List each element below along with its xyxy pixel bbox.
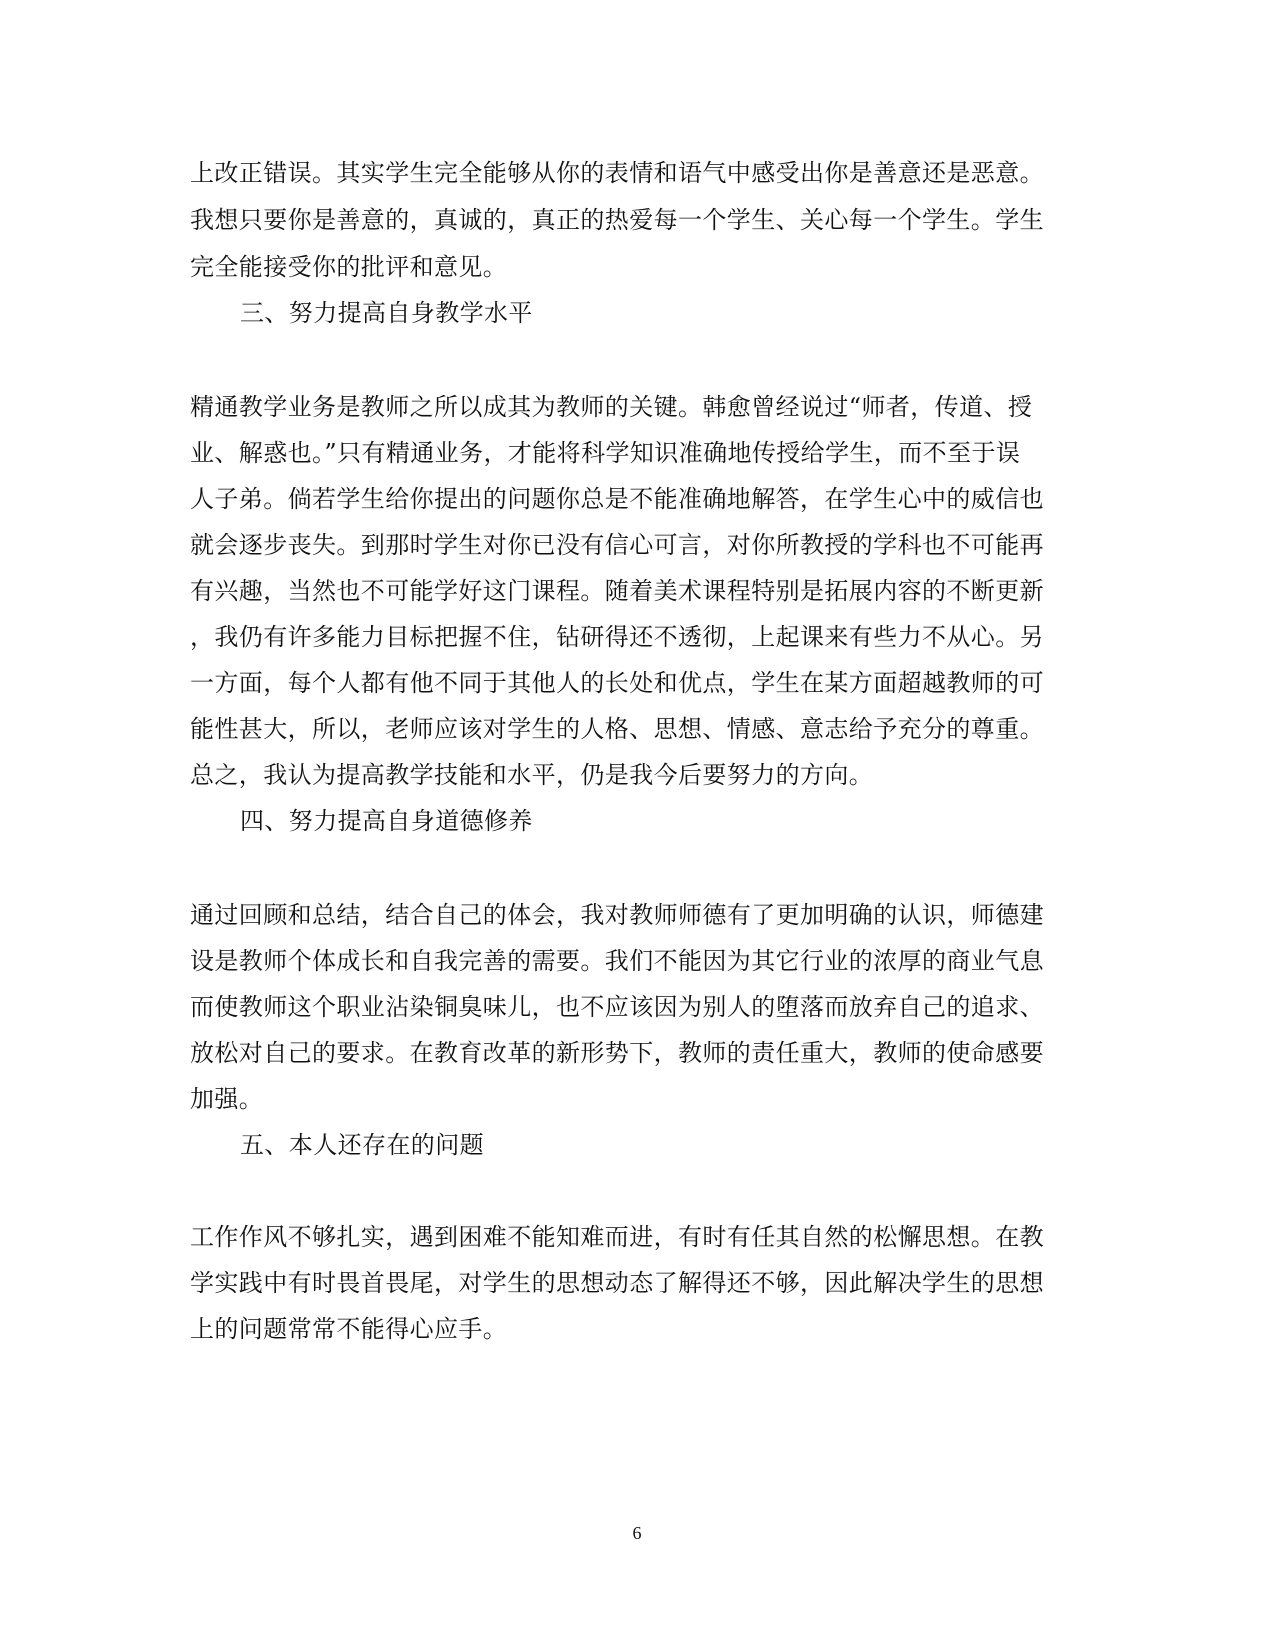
paragraph-2-line-7: 一方面，每个人都有他不同于其他人的长处和优点，学生在某方面超越教师的可 — [190, 669, 1044, 697]
paragraph-3-line-1: 通过回顾和总结，结合自己的体会，我对教师师德有了更加明确的认识，师德建 — [190, 901, 1044, 929]
paragraph-2-line-8: 能性甚大，所以，老师应该对学生的人格、思想、情感、意志给予充分的尊重。 — [190, 715, 1044, 743]
paragraph-4-line-3: 上的问题常常不能得心应手。 — [190, 1315, 508, 1343]
paragraph-1-line-3: 完全能接受你的批评和意见。 — [190, 253, 508, 281]
paragraph-2-line-6: ，我仍有许多能力目标把握不住，钻研得还不透彻，上起课来有些力不从心。另 — [190, 623, 1044, 651]
paragraph-1-line-1: 上改正错误。其实学生完全能够从你的表情和语气中感受出你是善意还是恶意。 — [190, 159, 1044, 187]
section-heading-3: 三、努力提高自身教学水平 — [240, 299, 533, 327]
paragraph-4-line-2: 学实践中有时畏首畏尾，对学生的思想动态了解得还不够，因此解决学生的思想 — [190, 1269, 1044, 1297]
paragraph-2-line-1: 精通教学业务是教师之所以成其为教师的关键。韩愈曾经说过“师者，传道、授 — [190, 393, 1033, 421]
paragraph-3-line-3: 而使教师这个职业沾染铜臭味儿，也不应该因为别人的堕落而放弃自己的追求、 — [190, 993, 1044, 1021]
paragraph-2-line-9: 总之，我认为提高教学技能和水平，仍是我今后要努力的方向。 — [190, 761, 874, 789]
paragraph-3-line-5: 加强。 — [190, 1085, 264, 1113]
paragraph-2-line-4: 就会逐步丧失。到那时学生对你已没有信心可言，对你所教授的学科也不可能再 — [190, 531, 1044, 559]
paragraph-2-line-2: 业、解惑也。”只有精通业务，才能将科学知识准确地传授给学生，而不至于误 — [190, 439, 1021, 467]
section-heading-5: 五、本人还存在的问题 — [240, 1131, 484, 1159]
paragraph-3-line-2: 设是教师个体成长和自我完善的需要。我们不能因为其它行业的浓厚的商业气息 — [190, 947, 1044, 975]
paragraph-2-line-3: 人子弟。倘若学生给你提出的问题你总是不能准确地解答，在学生心中的威信也 — [190, 485, 1044, 513]
paragraph-1-line-2: 我想只要你是善意的，真诚的，真正的热爱每一个学生、关心每一个学生。学生 — [190, 206, 1044, 234]
paragraph-3-line-4: 放松对自己的要求。在教育改革的新形势下，教师的责任重大，教师的使命感要 — [190, 1039, 1044, 1067]
paragraph-4-line-1: 工作作风不够扎实，遇到困难不能知难而进，有时有任其自然的松懈思想。在教 — [190, 1223, 1044, 1251]
section-heading-4: 四、努力提高自身道德修养 — [240, 807, 533, 835]
paragraph-2-line-5: 有兴趣，当然也不可能学好这门课程。随着美术课程特别是拓展内容的不断更新 — [190, 577, 1044, 605]
page-number: 6 — [632, 1523, 642, 1543]
